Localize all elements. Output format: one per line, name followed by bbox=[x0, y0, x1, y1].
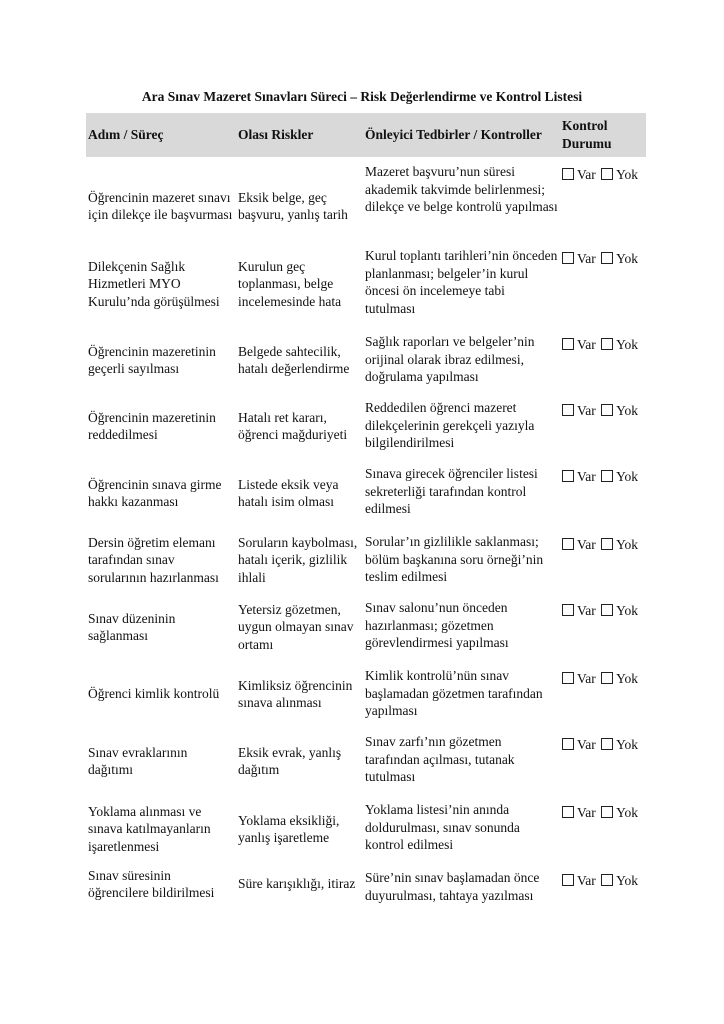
risk-cell: Belgede sahtecilik, hatalı değerlendirme bbox=[238, 343, 350, 376]
yok-option[interactable] bbox=[601, 167, 638, 182]
step-cell: Öğrencinin mazeret sınavı için dilekçe ile başvurması bbox=[88, 189, 233, 222]
status-cell bbox=[560, 241, 646, 327]
table-row bbox=[86, 593, 646, 661]
table-row bbox=[86, 795, 646, 863]
risk-cell: Yoklama eksikliği, yanlış işaretleme bbox=[238, 812, 340, 845]
var-option[interactable] bbox=[562, 403, 596, 418]
step-cell: Sınav düzeninin sağlanması bbox=[88, 610, 176, 643]
var-checkbox[interactable] bbox=[562, 672, 574, 684]
yok-label: Yok bbox=[616, 167, 639, 182]
table-row bbox=[86, 661, 646, 727]
yok-label: Yok bbox=[616, 737, 639, 752]
var-checkbox[interactable] bbox=[562, 538, 574, 550]
var-label: Var bbox=[577, 873, 596, 888]
control-cell: Sağlık raporları ve belgeler’nin orijinal olarak ibraz edilmesi, doğrulama yapılması bbox=[365, 334, 535, 384]
var-label: Var bbox=[577, 469, 596, 484]
control-cell: Süre’nin sınav başlamadan önce duyurulması, tahtaya yazılması bbox=[365, 870, 540, 903]
step-cell: Sınav evraklarının dağıtımı bbox=[88, 744, 188, 777]
control-cell: Sınav salonu’nun önceden hazırlanması; gözetmen görevlendirmesi yapılması bbox=[365, 600, 509, 650]
risk-cell: Eksik belge, geç başvuru, yanlış tarih bbox=[238, 189, 348, 222]
control-cell: Kimlik kontrolü’nün sınav başlamadan gözetmen tarafından yapılması bbox=[365, 668, 543, 718]
var-label: Var bbox=[577, 603, 596, 618]
var-label: Var bbox=[577, 337, 596, 352]
var-option[interactable] bbox=[562, 873, 596, 888]
table-row bbox=[86, 393, 646, 459]
status-cell bbox=[560, 327, 646, 393]
var-checkbox[interactable] bbox=[562, 252, 574, 264]
var-label: Var bbox=[577, 403, 596, 418]
status-cell bbox=[560, 157, 646, 241]
var-checkbox[interactable] bbox=[562, 338, 574, 350]
header-step: Adım / Süreç bbox=[86, 113, 236, 157]
yok-checkbox[interactable] bbox=[601, 538, 613, 550]
table-header-row bbox=[86, 113, 646, 157]
risk-cell: Listede eksik veya hatalı isim olması bbox=[238, 476, 339, 509]
status-cell bbox=[560, 795, 646, 863]
table-row bbox=[86, 157, 646, 241]
table-row bbox=[86, 727, 646, 795]
risk-cell: Kimliksiz öğrencinin sınava alınması bbox=[238, 677, 353, 710]
header-controls: Önleyici Tedbirler / Kontroller bbox=[363, 113, 560, 157]
var-checkbox[interactable] bbox=[562, 604, 574, 616]
yok-option[interactable] bbox=[601, 603, 638, 618]
header-risks: Olası Riskler bbox=[236, 113, 363, 157]
header-status: Kontrol Durumu bbox=[560, 113, 646, 157]
var-checkbox[interactable] bbox=[562, 738, 574, 750]
status-cell bbox=[560, 661, 646, 727]
step-cell: Öğrencinin sınava girme hakkı kazanması bbox=[88, 476, 222, 509]
control-cell: Kurul toplantı tarihleri’nin önceden planlanması; belgeler’in kurul öncesi ön incelemeye tabi tutulması bbox=[365, 248, 558, 316]
risk-cell: Süre karışıklığı, itiraz bbox=[238, 876, 356, 892]
yok-checkbox[interactable] bbox=[601, 806, 613, 818]
var-option[interactable] bbox=[562, 603, 596, 618]
risk-cell: Yetersiz gözetmen, uygun olmayan sınav ortamı bbox=[238, 601, 354, 652]
risk-cell: Soruların kaybolması, hatalı içerik, gizlilik ihlali bbox=[238, 534, 358, 585]
var-label: Var bbox=[577, 805, 596, 820]
yok-checkbox[interactable] bbox=[601, 470, 613, 482]
var-option[interactable] bbox=[562, 537, 596, 552]
step-cell: Dilekçenin Sağlık Hizmetleri MYO Kurulu’nda görüşülmesi bbox=[88, 258, 220, 309]
step-cell: Sınav süresinin öğrencilere bildirilmesi bbox=[88, 867, 215, 900]
yok-label: Yok bbox=[616, 403, 639, 418]
yok-checkbox[interactable] bbox=[601, 672, 613, 684]
var-checkbox[interactable] bbox=[562, 874, 574, 886]
yok-label: Yok bbox=[616, 603, 639, 618]
yok-checkbox[interactable] bbox=[601, 168, 613, 180]
yok-option[interactable] bbox=[601, 469, 638, 484]
yok-label: Yok bbox=[616, 873, 639, 888]
control-cell: Reddedilen öğrenci mazeret dilekçelerinin gerekçeli yazıyla bilgilendirilmesi bbox=[365, 400, 535, 450]
var-option[interactable] bbox=[562, 337, 596, 352]
yok-option[interactable] bbox=[601, 671, 638, 686]
var-option[interactable] bbox=[562, 167, 596, 182]
yok-label: Yok bbox=[616, 469, 639, 484]
yok-checkbox[interactable] bbox=[601, 604, 613, 616]
step-cell: Yoklama alınması ve sınava katılmayanların işaretlenmesi bbox=[88, 803, 211, 854]
document-title: Ara Sınav Mazeret Sınavları Süreci – Risk Değerlendirme ve Kontrol Listesi bbox=[141, 89, 583, 104]
var-option[interactable] bbox=[562, 671, 596, 686]
control-cell: Yoklama listesi’nin anında doldurulması, sınav sonunda kontrol edilmesi bbox=[365, 802, 520, 852]
yok-label: Yok bbox=[616, 251, 639, 266]
var-option[interactable] bbox=[562, 737, 596, 752]
status-cell bbox=[560, 593, 646, 661]
table-row bbox=[86, 459, 646, 527]
status-cell bbox=[560, 459, 646, 527]
yok-option[interactable] bbox=[601, 737, 638, 752]
var-checkbox[interactable] bbox=[562, 806, 574, 818]
risk-cell: Hatalı ret kararı, öğrenci mağduriyeti bbox=[238, 409, 348, 442]
table-row bbox=[86, 863, 646, 905]
status-cell bbox=[560, 527, 646, 593]
yok-label: Yok bbox=[616, 337, 639, 352]
yok-option[interactable] bbox=[601, 873, 638, 888]
yok-checkbox[interactable] bbox=[601, 874, 613, 886]
yok-checkbox[interactable] bbox=[601, 252, 613, 264]
var-option[interactable] bbox=[562, 469, 596, 484]
var-checkbox[interactable] bbox=[562, 470, 574, 482]
table-row bbox=[86, 527, 646, 593]
control-cell: Sorular’ın gizlilikle saklanması; bölüm başkanına soru örneği’nin teslim edilmesi bbox=[365, 534, 544, 584]
var-label: Var bbox=[577, 671, 596, 686]
yok-option[interactable] bbox=[601, 537, 638, 552]
yok-checkbox[interactable] bbox=[601, 738, 613, 750]
yok-label: Yok bbox=[616, 537, 639, 552]
control-cell: Mazeret başvuru’nun süresi akademik takvimde belirlenmesi; dilekçe ve belge kontrolü yapılması bbox=[365, 164, 558, 214]
step-cell: Öğrencinin mazeretinin geçerli sayılması bbox=[88, 343, 216, 376]
status-cell bbox=[560, 393, 646, 459]
yok-checkbox[interactable] bbox=[601, 404, 613, 416]
step-cell: Öğrencinin mazeretinin reddedilmesi bbox=[88, 409, 216, 442]
risk-cell: Eksik evrak, yanlış dağıtım bbox=[238, 744, 342, 777]
risk-control-table bbox=[86, 113, 646, 905]
var-checkbox[interactable] bbox=[562, 168, 574, 180]
yok-label: Yok bbox=[616, 671, 639, 686]
table-body bbox=[86, 157, 646, 905]
risk-cell: Kurulun geç toplanması, belge incelemesinde hata bbox=[238, 258, 342, 309]
var-checkbox[interactable] bbox=[562, 404, 574, 416]
status-cell bbox=[560, 863, 646, 905]
var-option[interactable] bbox=[562, 251, 596, 266]
var-label: Var bbox=[577, 251, 596, 266]
step-cell: Öğrenci kimlik kontrolü bbox=[88, 686, 220, 702]
var-label: Var bbox=[577, 737, 596, 752]
var-label: Var bbox=[577, 167, 596, 182]
var-label: Var bbox=[577, 537, 596, 552]
yok-option[interactable] bbox=[601, 805, 638, 820]
yok-checkbox[interactable] bbox=[601, 338, 613, 350]
table-row bbox=[86, 241, 646, 327]
status-cell bbox=[560, 727, 646, 795]
table-row bbox=[86, 327, 646, 393]
control-cell: Sınava girecek öğrenciler listesi sekreterliği tarafından kontrol edilmesi bbox=[365, 466, 538, 516]
yok-label: Yok bbox=[616, 805, 639, 820]
control-cell: Sınav zarfı’nın gözetmen tarafından açılması, tutanak tutulması bbox=[365, 734, 515, 784]
var-option[interactable] bbox=[562, 805, 596, 820]
step-cell: Dersin öğretim elemanı tarafından sınav sorularının hazırlanması bbox=[88, 534, 219, 585]
yok-option[interactable] bbox=[601, 337, 638, 352]
yok-option[interactable] bbox=[601, 251, 638, 266]
yok-option[interactable] bbox=[601, 403, 638, 418]
